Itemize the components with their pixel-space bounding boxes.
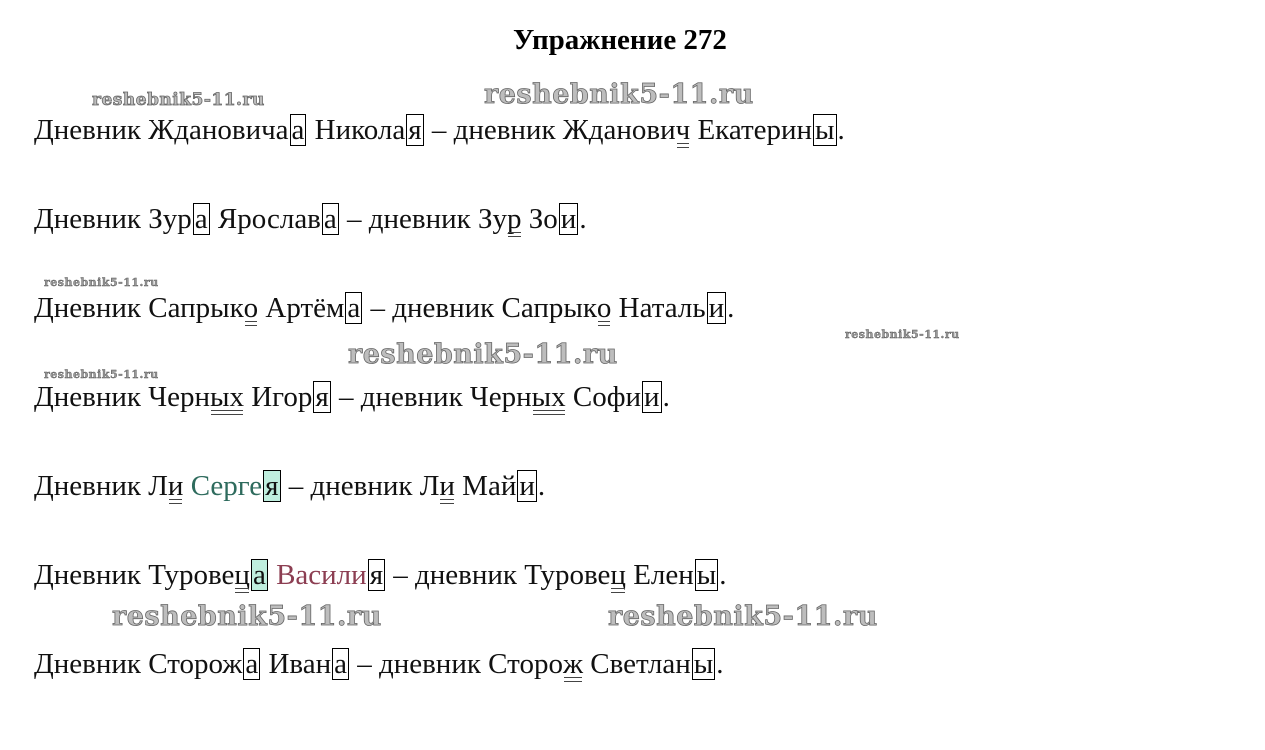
double-underlined-letter: о [243,292,259,324]
ending-box: ы [696,559,717,591]
text-segment: . [662,381,670,413]
ending-box: я [408,114,422,146]
ending-box: и [519,470,535,502]
ending-box: а [194,203,208,235]
text-segment: Дневник Зур [34,203,192,235]
text-segment: – дневник Сторо [349,648,563,680]
page-title: Упражнение 272 [513,24,727,56]
sentence-line [34,559,727,591]
text-segment: Екатерин [690,114,813,146]
watermark: reshebnik5-11.ru [92,90,265,110]
double-underlined-letter: р [507,203,522,235]
watermark: reshebnik5-11.ru [112,601,382,632]
ending-box: ы [815,114,835,146]
text-segment: Софи [565,381,642,413]
text-segment: – дневник Зу [339,203,508,235]
sentence-line [34,381,670,413]
highlighted-word: Серге [183,470,263,502]
double-underlined-letter: ч [675,114,691,146]
highlighted-word: Васили [268,559,367,591]
text-segment: – дневник Сапрык [363,292,597,324]
text-segment: Дневник Черн [34,381,210,413]
double-underlined-letter: и [167,470,184,502]
text-segment: – дневник Черн [331,381,532,413]
ending-box: и [644,381,660,413]
text-segment: . [719,559,727,591]
sentence-line [34,648,724,680]
ending-box: а [323,203,337,235]
watermark: reshebnik5-11.ru [845,328,960,341]
text-segment: Ярослав [210,203,321,235]
ending-box: ы [693,648,714,680]
text-segment: – дневник Л [281,470,440,502]
text-segment: Зо [521,203,558,235]
text-segment: – дневник Турове [386,559,611,591]
watermark: reshebnik5-11.ru [608,601,878,632]
text-segment: . [837,114,845,146]
text-segment: . [537,470,546,502]
text-segment: Артём [258,292,345,324]
sentence-line [34,203,587,235]
ending-box: и [560,203,577,235]
ending-box-highlighted: а [252,559,266,591]
double-underlined-letter: ц [610,559,626,591]
text-segment: Наталь [611,292,706,324]
sentence-line [34,470,545,502]
ending-box: а [347,292,361,324]
text-segment: Светлан [582,648,691,680]
double-underlined-letter: ц [234,559,250,591]
text-segment: Дневник Турове [34,559,235,591]
text-segment: . [579,203,587,235]
ending-box: я [369,559,384,591]
text-segment: Дневник Сторож [34,648,243,680]
ending-box: а [334,648,347,680]
double-underlined-letter: ых [531,381,566,413]
double-underlined-letter: о [596,292,612,324]
ending-box-highlighted: я [265,470,279,502]
text-segment: Дневник Л [34,470,168,502]
double-underlined-letter: ых [209,381,244,413]
watermark: reshebnik5-11.ru [348,339,618,370]
text-segment: Иван [261,648,332,680]
text-segment: – дневник Жданови [424,114,676,146]
text-segment: Игор [243,381,313,413]
text-segment: . [716,648,724,680]
ending-box: а [245,648,259,680]
text-segment: Дневник Ждановича [34,114,289,146]
text-segment: . [727,292,735,324]
double-underlined-letter: ж [562,648,583,680]
double-underlined-letter: и [439,470,455,502]
text-segment: Никола [307,114,406,146]
text-segment: Дневник Сапрык [34,292,244,324]
watermark: reshebnik5-11.ru [44,368,159,381]
watermark: reshebnik5-11.ru [484,79,754,110]
ending-box: а [291,114,305,146]
text-segment: Май [454,470,517,502]
ending-box: и [708,292,725,324]
sentence-line [34,292,734,324]
ending-box: я [315,381,329,413]
sentence-line [34,114,845,146]
text-segment: Елен [625,559,694,591]
watermark: reshebnik5-11.ru [44,276,159,289]
